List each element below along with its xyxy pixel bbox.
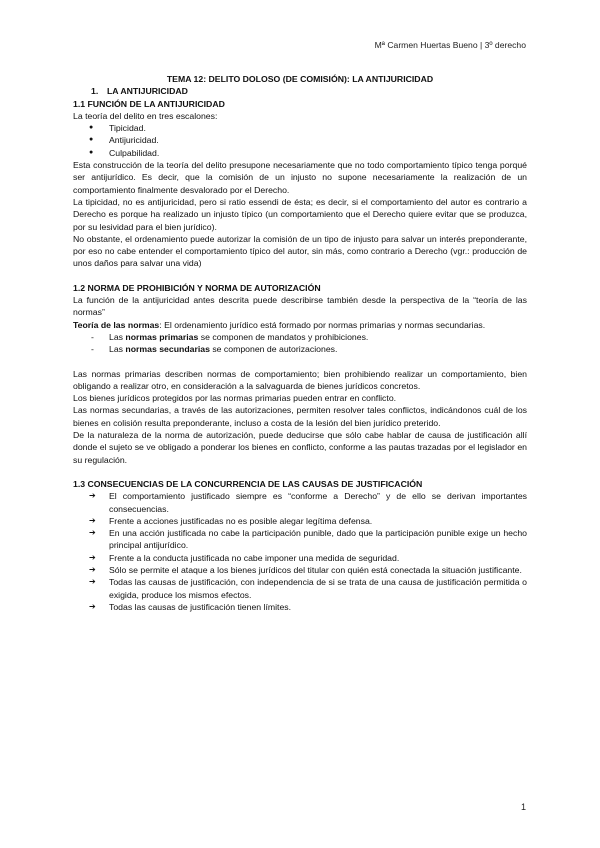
list-item: ● Culpabilidad. xyxy=(73,147,527,159)
list-item: ➔ En una acción justificada no cabe la participación punible, dado que la participación punible exige un hecho principal antijurídico. xyxy=(73,527,527,552)
list-item: - Las normas secundarias se componen de autorizaciones. xyxy=(73,343,527,355)
section-1-label: LA ANTIJURICIDAD xyxy=(107,86,188,97)
term-bold: Teoría de las normas xyxy=(73,319,160,330)
document-title: TEMA 12: DELITO DOLOSO (DE COMISIÓN): LA ANTIJURICIDAD xyxy=(166,74,434,84)
paragraph: Los bienes jurídicos protegidos por las normas primarias pueden entrar en conflicto. xyxy=(73,393,397,404)
paragraph: De la naturaleza de la norma de autorización, puede deducirse que sólo cabe hablar de causa de justificación allí donde el sujeto se ve obligado a ponderar los bienes en conflicto, conforme a las pautas trazadas por el legislador en su regulación. xyxy=(73,430,527,465)
section-1-1-heading: 1.1 FUNCIÓN DE LA ANTIJURICIDAD xyxy=(73,98,225,109)
paragraph: Las normas primarias describen normas de comportamiento; bien prohibiendo realizar un comportamiento, bien obligando a realizar otro, en consideración a la salvaguarda de bienes jurídicos concretos. xyxy=(73,368,527,391)
paragraph: La función de la antijuricidad antes descrita puede describirse también desde la perspectiva de la “teoría de las normas” xyxy=(73,295,527,318)
list-item: ➔ Todas las causas de justificación tienen límites. xyxy=(73,601,527,613)
list-item: ● Antijuricidad. xyxy=(73,134,527,146)
paragraph: Las normas secundarias, a través de las autorizaciones, permiten resolver tales conflictos, indicándonos cuál de los bienes en colisión resulta preponderante, incluso a costa de la lesión del bien jurídico preterido. xyxy=(73,405,527,428)
list-item: ● Tipicidad. xyxy=(73,122,527,134)
page-header: Mª Carmen Huertas Bueno | 3º derecho xyxy=(374,40,526,50)
page-number: 1 xyxy=(520,802,526,812)
norms-list xyxy=(73,331,527,356)
paragraph: La tipicidad, no es antijuricidad, pero si ratio essendi de ésta; es decir, si el comportamiento del autor es contrario a Derecho es porque ha realizado un injusto típico (un comportamiento que el Derecho quiere evitar que se produzca, por su lesividad para el bien jurídico). xyxy=(73,196,527,232)
section-1-1-intro: La teoría del delito en tres escalones: xyxy=(73,110,218,121)
paragraph: Esta construcción de la teoría del delito presupone necesariamente que no todo comportamiento típico tenga porqué ser antijurídico. Es decir, que la comisión de un injusto no supone necesariamente la realización de un comportamiento finalmente desvalorado por el Derecho. xyxy=(73,160,527,195)
consequences-list xyxy=(73,490,527,613)
section-1-2-heading: 1.2 NORMA DE PROHIBICIÓN Y NORMA DE AUTORIZACIÓN xyxy=(73,282,321,293)
list-item: ➔ Todas las causas de justificación, con independencia de si se trata de una causa de justificación permitida o exigida, produce los mismos efectos. xyxy=(73,576,527,601)
list-item: ➔ El comportamiento justificado siempre es “conforme a Derecho” y de ello se derivan importantes consecuencias. xyxy=(73,490,527,515)
document-body xyxy=(73,73,527,613)
section-1-heading xyxy=(73,85,527,97)
section-1-number: 1. xyxy=(91,86,99,97)
list-item: ➔ Frente a acciones justificadas no es posible alegar legítima defensa. xyxy=(73,515,527,527)
three-steps-list xyxy=(73,122,527,159)
section-1-3-heading: 1.3 CONSECUENCIAS DE LA CONCURRENCIA DE LAS CAUSAS DE JUSTIFICACIÓN xyxy=(73,478,423,489)
list-item: - Las normas primarias se componen de mandatos y prohibiciones. xyxy=(73,331,527,343)
paragraph: No obstante, el ordenamiento puede autorizar la comisión de un tipo de injusto para salvar un interés preponderante, por eso no cabe entender el comportamiento típico del autor, sin más, como contrario a Derecho (vgr.: producción de unos daños para salvar una vida) xyxy=(73,233,527,269)
list-item: ➔ Frente a la conducta justificada no cabe imponer una medida de seguridad. xyxy=(73,552,527,564)
paragraph: Teoría de las normas: El ordenamiento jurídico está formado por normas primarias y normas secundarias. xyxy=(73,319,486,330)
list-item: ➔ Sólo se permite el ataque a los bienes jurídicos del titular con quién está conectada la situación justificante. xyxy=(73,564,527,576)
